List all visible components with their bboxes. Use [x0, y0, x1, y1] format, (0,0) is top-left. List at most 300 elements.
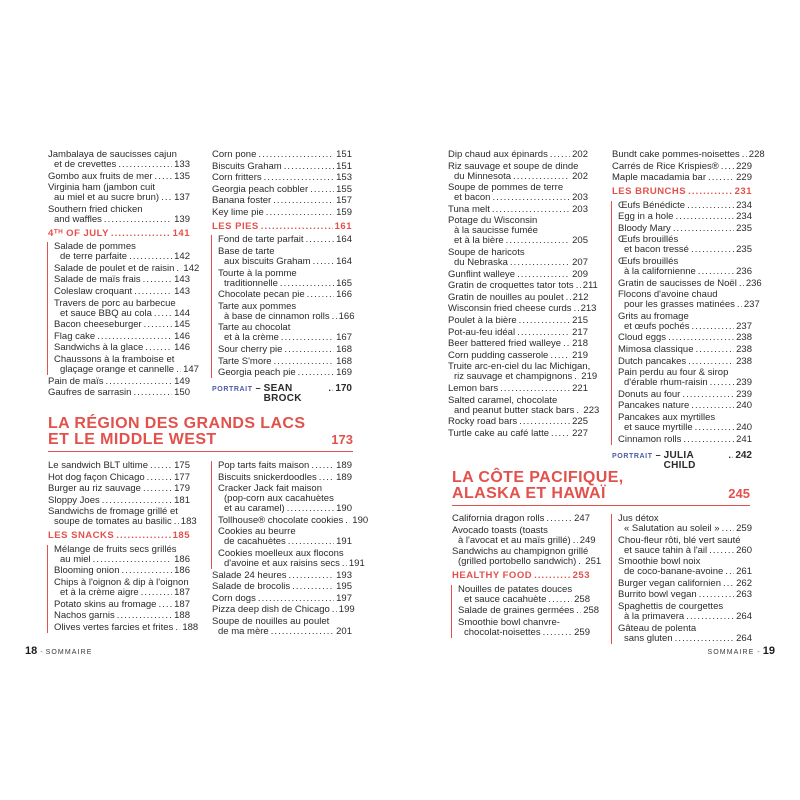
toc-entry	[48, 205, 190, 225]
toc-entry-title: and peanut butter stack bars	[454, 404, 575, 416]
toc-entry-title: Mimosa classique	[618, 344, 694, 356]
toc-entry-page: 238	[736, 332, 752, 344]
toc-entry-title: aux biscuits Graham	[224, 256, 311, 268]
dot-leader	[274, 357, 335, 367]
toc-entry-lastline	[448, 384, 588, 394]
portrait-name: JULIA CHILD	[663, 449, 696, 471]
toc-entry-page: 146	[174, 342, 190, 354]
dot-leader	[737, 300, 742, 310]
toc-entry-lastline	[618, 224, 752, 234]
toc-entry-title: d'avoine et aux raisins secs	[224, 557, 340, 569]
toc-entry-lastline	[458, 628, 590, 638]
toc-entry-lastline	[48, 215, 190, 225]
toc-entry	[218, 269, 352, 289]
toc-entry-line: Jus détox	[618, 513, 659, 524]
toc-entry-title: Nachos garnis	[54, 610, 115, 622]
toc-entry-line: Truite arc-en-ciel du lac Michigan,	[448, 361, 591, 373]
toc-entry-lastline	[618, 579, 752, 589]
toc-entry	[54, 343, 190, 353]
chapter-page-number: 245	[728, 486, 750, 501]
toc-entry-title: Donuts au four	[618, 388, 681, 400]
toc-entry-lastline	[212, 582, 352, 592]
dot-leader	[154, 309, 172, 319]
toc-entry-title: et sauce myrtille	[624, 422, 693, 433]
toc-entry	[54, 545, 190, 565]
toc-entry-title: Tollhouse® chocolate cookies	[218, 514, 344, 526]
toc-entry-line: Smoothie bowl noix	[618, 556, 701, 568]
toc-entry-title: Gunflint walleye	[448, 268, 516, 280]
toc-entry-line: Pancakes aux myrtilles	[618, 412, 716, 423]
toc-entry	[448, 150, 588, 160]
toc-entry-lastline	[218, 345, 352, 355]
toc-entry-title: Olives vertes farcies et frites	[54, 621, 174, 633]
toc-entry-lastline	[448, 150, 588, 160]
dot-leader	[261, 222, 333, 232]
dot-leader	[673, 224, 734, 234]
toc-entry-lastline	[212, 162, 352, 172]
toc-entry	[448, 303, 597, 315]
dot-leader	[292, 582, 334, 592]
dot-leader	[273, 196, 334, 206]
toc-entry-lastline	[448, 351, 588, 361]
toc-entry	[448, 351, 588, 361]
toc-entry-title: Poulet à la bière	[448, 314, 517, 326]
dot-leader	[721, 162, 734, 172]
dot-leader	[699, 590, 734, 600]
dot-leader	[510, 258, 570, 268]
toc-entry-page: 251	[585, 556, 602, 568]
dot-leader	[576, 606, 581, 616]
toc-entry-lastline	[612, 149, 765, 160]
toc-entry-page: 258	[583, 605, 600, 617]
toc-entry-lastline	[448, 417, 588, 427]
toc-entry-line: (pop-corn aux cacahuètes	[224, 493, 334, 505]
toc-group	[211, 460, 369, 569]
toc-entry-page: 239	[736, 377, 752, 389]
toc-entry-page: 144	[174, 307, 190, 319]
toc-entry-title: and waffles	[54, 213, 102, 225]
toc-entry	[618, 224, 752, 234]
footer-label: SOMMAIRE	[707, 649, 755, 656]
toc-entry-title: Corn pudding casserole	[448, 349, 549, 361]
toc-entry	[618, 257, 752, 277]
toc-entry-lastline	[448, 316, 588, 326]
dot-leader	[310, 185, 334, 195]
dot-leader	[668, 333, 734, 343]
toc-entry-title: Bundt cake pommes-noisettes	[612, 149, 740, 160]
toc-entry-lastline	[54, 621, 199, 633]
section-heading	[212, 222, 352, 232]
toc-entry-lastline	[618, 401, 752, 411]
dot-leader	[175, 623, 180, 633]
dot-leader	[264, 173, 335, 183]
toc-entry-page: 187	[174, 598, 190, 610]
toc-entry-page: 189	[336, 460, 352, 471]
dot-leader	[313, 257, 335, 267]
toc-entry	[448, 361, 598, 383]
toc-entry-line: Salade de pommes	[54, 241, 136, 253]
toc-entry-title: et sauce BBQ au cola	[60, 307, 152, 319]
dot-leader	[686, 612, 734, 622]
toc-entry	[452, 524, 596, 546]
toc-entry-title: Le sandwich BLT ultime	[48, 460, 148, 471]
toc-entry	[458, 605, 600, 617]
dot-leader	[287, 504, 334, 514]
chapter-title-line: ALASKA ET HAWAÏ	[452, 484, 606, 502]
toc-entry-page: 143	[174, 286, 190, 298]
dot-leader	[709, 546, 734, 556]
toc-entry-line: Spaghettis de courgettes	[618, 600, 724, 612]
toc-entry	[218, 547, 365, 569]
toc-entry	[54, 299, 190, 319]
toc-entry-lastline	[452, 534, 596, 546]
toc-entry	[48, 388, 190, 398]
toc-entry-line: Chaussons à la framboise et	[54, 354, 175, 366]
toc-entry-page: 142	[183, 262, 200, 274]
toc-entry-lastline	[448, 339, 588, 349]
page18-column2-top	[212, 149, 355, 405]
toc-entry-title: au miel et au sucre brun)	[54, 192, 160, 204]
dot-leader	[258, 594, 334, 604]
dot-leader	[122, 566, 173, 576]
dot-leader	[500, 384, 570, 394]
toc-entry-page: 188	[182, 621, 199, 633]
dot-leader	[691, 322, 734, 332]
toc-entry-lastline	[48, 473, 190, 483]
toc-entry-page: 238	[736, 344, 752, 356]
toc-entry	[54, 320, 190, 330]
toc-entry-line: Travers de porc au barbecue	[54, 297, 176, 309]
portrait-dash: –	[655, 449, 661, 460]
toc-entry	[448, 316, 588, 326]
toc-entry-lastline	[618, 634, 752, 644]
toc-entry	[54, 242, 190, 262]
toc-entry-lastline	[48, 516, 197, 528]
dot-leader	[332, 605, 337, 615]
dot-leader	[688, 357, 734, 367]
toc-entry-lastline	[618, 390, 752, 400]
toc-entry	[448, 270, 588, 280]
dot-leader	[691, 245, 734, 255]
toc-entry-line: Riz sauvage et soupe de dinde	[448, 160, 579, 172]
toc-entry-line: Grits au fromage	[618, 310, 689, 322]
toc-entry-title: (grilled portobello sandwich)	[458, 556, 577, 568]
toc-entry-title: Sloppy Joes	[48, 494, 100, 506]
toc-entry	[448, 216, 588, 246]
toc-entry	[218, 290, 352, 300]
toc-entry-lastline	[218, 290, 352, 300]
toc-entry	[48, 150, 190, 170]
dot-leader	[687, 201, 734, 211]
toc-entry	[218, 357, 352, 367]
section-heading-label: LES PIES	[212, 220, 259, 232]
toc-entry-lastline	[448, 193, 588, 203]
toc-entry-title: Maple macadamia bar	[612, 172, 706, 184]
toc-entry-lastline	[448, 429, 588, 439]
toc-entry	[618, 333, 752, 343]
toc-entry-title: Banana foster	[212, 195, 272, 207]
toc-entry-title: Bacon cheeseburger	[54, 319, 142, 331]
toc-entry-lastline	[618, 299, 760, 311]
toc-group	[611, 514, 752, 644]
page18-footer	[25, 646, 93, 658]
toc-group	[611, 199, 762, 445]
dot-leader	[298, 368, 335, 378]
toc-group	[47, 241, 200, 376]
toc-entry-title: à la californienne	[624, 266, 696, 278]
dot-leader	[517, 270, 570, 280]
dot-leader	[342, 559, 347, 569]
toc-entry-title: au miel	[60, 553, 91, 565]
toc-entry-title: et à la bière	[454, 235, 504, 247]
portrait-tag: PORTRAIT	[612, 452, 653, 460]
toc-entry-title: de ma mère	[218, 625, 269, 637]
section-heading	[48, 229, 190, 239]
toc-entry-line: Tourte à la pomme	[218, 267, 297, 279]
toc-entry-line: Jambalaya de saucisses cajun	[48, 149, 177, 160]
toc-entry-lastline	[448, 328, 588, 338]
dot-leader	[104, 215, 172, 225]
dot-leader	[576, 406, 581, 416]
toc-entry-title: à l'avocat et au maïs grillé)	[458, 534, 571, 546]
toc-entry-lastline	[448, 404, 600, 416]
toc-entry-title: Biscuits Graham	[212, 160, 282, 172]
toc-entry-lastline	[448, 205, 588, 215]
toc-entry-line: Sandwichs au champignon grillé	[452, 546, 589, 558]
toc-entry-title: Salade 24 heures	[212, 569, 287, 581]
toc-entry-page: 227	[572, 427, 588, 439]
toc-entry-page: 236	[736, 266, 752, 278]
dot-leader	[517, 328, 570, 338]
toc-entry	[618, 514, 752, 534]
section-heading-label: HEALTHY FOOD	[452, 570, 533, 582]
toc-entry-title: Corn pone	[212, 149, 257, 160]
toc-entry-lastline	[618, 423, 752, 433]
toc-entry-page: 142	[174, 251, 190, 263]
toc-entry	[448, 394, 600, 416]
toc-entry-lastline	[618, 277, 762, 289]
toc-entry-title: Chocolate pecan pie	[218, 289, 305, 301]
toc-entry-title: et de crevettes	[54, 159, 117, 170]
toc-entry-title: et à la crème aigre	[60, 587, 139, 599]
portrait-entry	[612, 450, 752, 471]
toc-entry-page: 177	[174, 471, 190, 483]
chapter-title-line: ET LE MIDDLE WEST	[48, 430, 217, 448]
toc-entry	[618, 624, 752, 644]
toc-entry-title: Egg in a hole	[618, 211, 674, 223]
footer-separator: -	[40, 649, 43, 656]
toc-entry-line: Soupe de nouilles au poulet	[212, 615, 330, 627]
dot-leader	[284, 162, 334, 172]
toc-entry-title: Coleslaw croquant	[54, 286, 133, 298]
toc-entry-title: glaçage orange et cannelle	[60, 364, 175, 376]
toc-entry-lastline	[218, 514, 369, 526]
dot-leader	[141, 588, 172, 598]
toc-entry-line: Flocons d'avoine chaud	[618, 289, 718, 301]
toc-entry-lastline	[448, 303, 597, 315]
toc-entry-page: 195	[336, 581, 352, 593]
toc-entry-page: 168	[336, 355, 352, 367]
dot-leader	[143, 484, 172, 494]
toc-entry-lastline	[448, 258, 588, 268]
dot-leader	[550, 150, 570, 160]
dot-leader	[307, 290, 335, 300]
toc-entry-page: 259	[736, 523, 752, 534]
chapter-page-number: 173	[331, 432, 353, 447]
toc-entry-page: 143	[174, 274, 190, 286]
toc-entry	[618, 368, 752, 388]
toc-entry	[54, 262, 200, 274]
toc-entry-line: Cracker Jack fait maison	[218, 483, 323, 495]
dot-leader	[328, 384, 333, 394]
dot-leader	[102, 496, 172, 506]
toc-entry	[212, 196, 352, 206]
toc-entry-title: Burrito bowl vegan	[618, 589, 697, 601]
toc-entry-title: Pancakes nature	[618, 400, 690, 412]
page18-column2-bottom	[212, 460, 369, 639]
dot-leader	[117, 611, 172, 621]
dot-leader	[682, 390, 734, 400]
toc-entry-lastline	[452, 514, 590, 524]
section-heading-page: 231	[734, 186, 752, 198]
toc-entry-lastline	[618, 435, 752, 445]
toc-entry-page: 186	[174, 565, 190, 577]
dot-leader	[129, 252, 172, 262]
toc-entry-page: 189	[336, 471, 352, 483]
toc-entry-page: 235	[736, 244, 752, 256]
toc-entry-title: Corn dogs	[212, 592, 256, 604]
toc-entry-title: pour les grasses matinées	[624, 299, 735, 311]
toc-entry-lastline	[448, 172, 588, 182]
toc-entry	[212, 604, 355, 616]
toc-entry-lastline	[54, 364, 199, 376]
toc-entry-title: Sour cherry pie	[218, 344, 283, 356]
page-number: 18	[25, 645, 38, 657]
toc-entry	[618, 235, 752, 255]
toc-entry-page: 145	[174, 319, 190, 331]
toc-entry-title: à la primavera	[624, 610, 685, 622]
dot-leader	[563, 339, 570, 349]
toc-entry	[48, 506, 197, 528]
toc-entry	[48, 377, 190, 387]
toc-entry-title: chocolat-noisettes	[464, 626, 541, 638]
chapter-title-line: LA CÔTE PACIFIQUE,	[452, 469, 624, 486]
dot-leader	[105, 377, 172, 387]
toc-entry-title: soupe de tomates au basilic	[54, 516, 172, 528]
toc-entry-line: Base de tarte	[218, 246, 275, 258]
toc-entry-lastline	[618, 590, 752, 600]
portrait-tag: PORTRAIT	[212, 386, 253, 394]
toc-entry-title: Biscuits snickerdoodles	[218, 471, 317, 483]
toc-entry	[448, 162, 588, 182]
toc-entry-page: 241	[736, 433, 752, 445]
toc-entry-title: Gratin de saucisses de Noël	[618, 277, 737, 289]
toc-entry-title: d'érable rhum-raisin	[624, 377, 708, 389]
toc-entry-title: Fond de tarte parfait	[218, 234, 304, 246]
dot-leader	[133, 388, 172, 398]
toc-entry-page: 205	[572, 235, 588, 247]
toc-entry-page: 263	[736, 589, 752, 601]
toc-entry	[618, 201, 752, 211]
footer-separator: -	[757, 649, 760, 656]
dot-leader	[258, 150, 334, 160]
dot-leader	[696, 345, 735, 355]
toc-entry-lastline	[218, 310, 355, 322]
section-heading	[612, 187, 752, 197]
toc-entry-line: Chips à l'oignon & dip à l'oignon	[54, 577, 189, 589]
toc-entry	[48, 484, 190, 494]
toc-entry-lastline	[618, 612, 752, 622]
toc-entry	[448, 417, 588, 427]
toc-entry-lastline	[54, 588, 190, 598]
toc-entry-page: 259	[574, 626, 590, 638]
dot-leader	[725, 567, 734, 577]
toc-entry-lastline	[212, 208, 352, 218]
toc-entry-title: Burger au riz sauvage	[48, 483, 141, 495]
toc-entry	[218, 527, 352, 547]
toc-entry-page: 219	[581, 371, 598, 383]
toc-entry-lastline	[218, 235, 352, 245]
toc-entry-title: Key lime pie	[212, 206, 264, 218]
toc-entry-lastline	[48, 172, 190, 182]
dot-leader	[158, 600, 172, 610]
toc-entry-page: 236	[745, 277, 762, 289]
toc-entry	[212, 162, 352, 172]
toc-entry-page: 197	[336, 592, 352, 604]
toc-entry-page: 153	[336, 172, 352, 184]
toc-entry-page: 211	[582, 280, 598, 292]
toc-entry-title: Turtle cake au café latte	[448, 427, 550, 439]
toc-entry-page: 191	[336, 536, 352, 548]
dot-leader	[332, 312, 337, 322]
toc-entry-page: 133	[174, 159, 190, 170]
toc-entry-lastline	[212, 571, 352, 581]
toc-entry-page: 229	[736, 160, 752, 172]
toc-entry	[448, 384, 588, 394]
toc-entry	[448, 339, 588, 349]
toc-entry-page: 199	[338, 604, 355, 616]
dot-leader	[566, 293, 571, 303]
dot-leader	[161, 193, 172, 203]
toc-entry-page: 203	[572, 203, 588, 215]
toc-entry-lastline	[54, 275, 190, 285]
toc-entry	[212, 150, 352, 160]
toc-entry-lastline	[48, 388, 190, 398]
dot-leader	[492, 205, 570, 215]
toc-entry-page: 209	[572, 268, 588, 280]
toc-entry-page: 217	[572, 326, 588, 338]
toc-entry-title: Beer battered fried walleye	[448, 338, 562, 350]
section-heading-page: 185	[172, 530, 190, 542]
portrait-entry	[212, 383, 352, 404]
toc-entry	[48, 172, 190, 182]
dot-leader	[143, 275, 173, 285]
dot-leader	[150, 461, 172, 471]
toc-entry-line: Avocado toasts (toasts	[452, 524, 548, 536]
dot-leader	[144, 320, 172, 330]
dot-leader	[739, 279, 744, 289]
toc-entry-line: Pain perdu au four & sirop	[618, 367, 729, 379]
dot-leader	[550, 351, 570, 361]
toc-entry-title: sans gluten	[624, 632, 673, 644]
toc-entry-title: et sauce cacahuète	[464, 593, 547, 605]
toc-entry-page: 215	[572, 314, 588, 326]
dot-leader	[708, 173, 734, 183]
dot-leader	[266, 208, 334, 218]
section-heading-label: LES SNACKS	[48, 530, 115, 542]
toc-entry-lastline	[612, 162, 752, 172]
toc-entry	[212, 208, 352, 218]
